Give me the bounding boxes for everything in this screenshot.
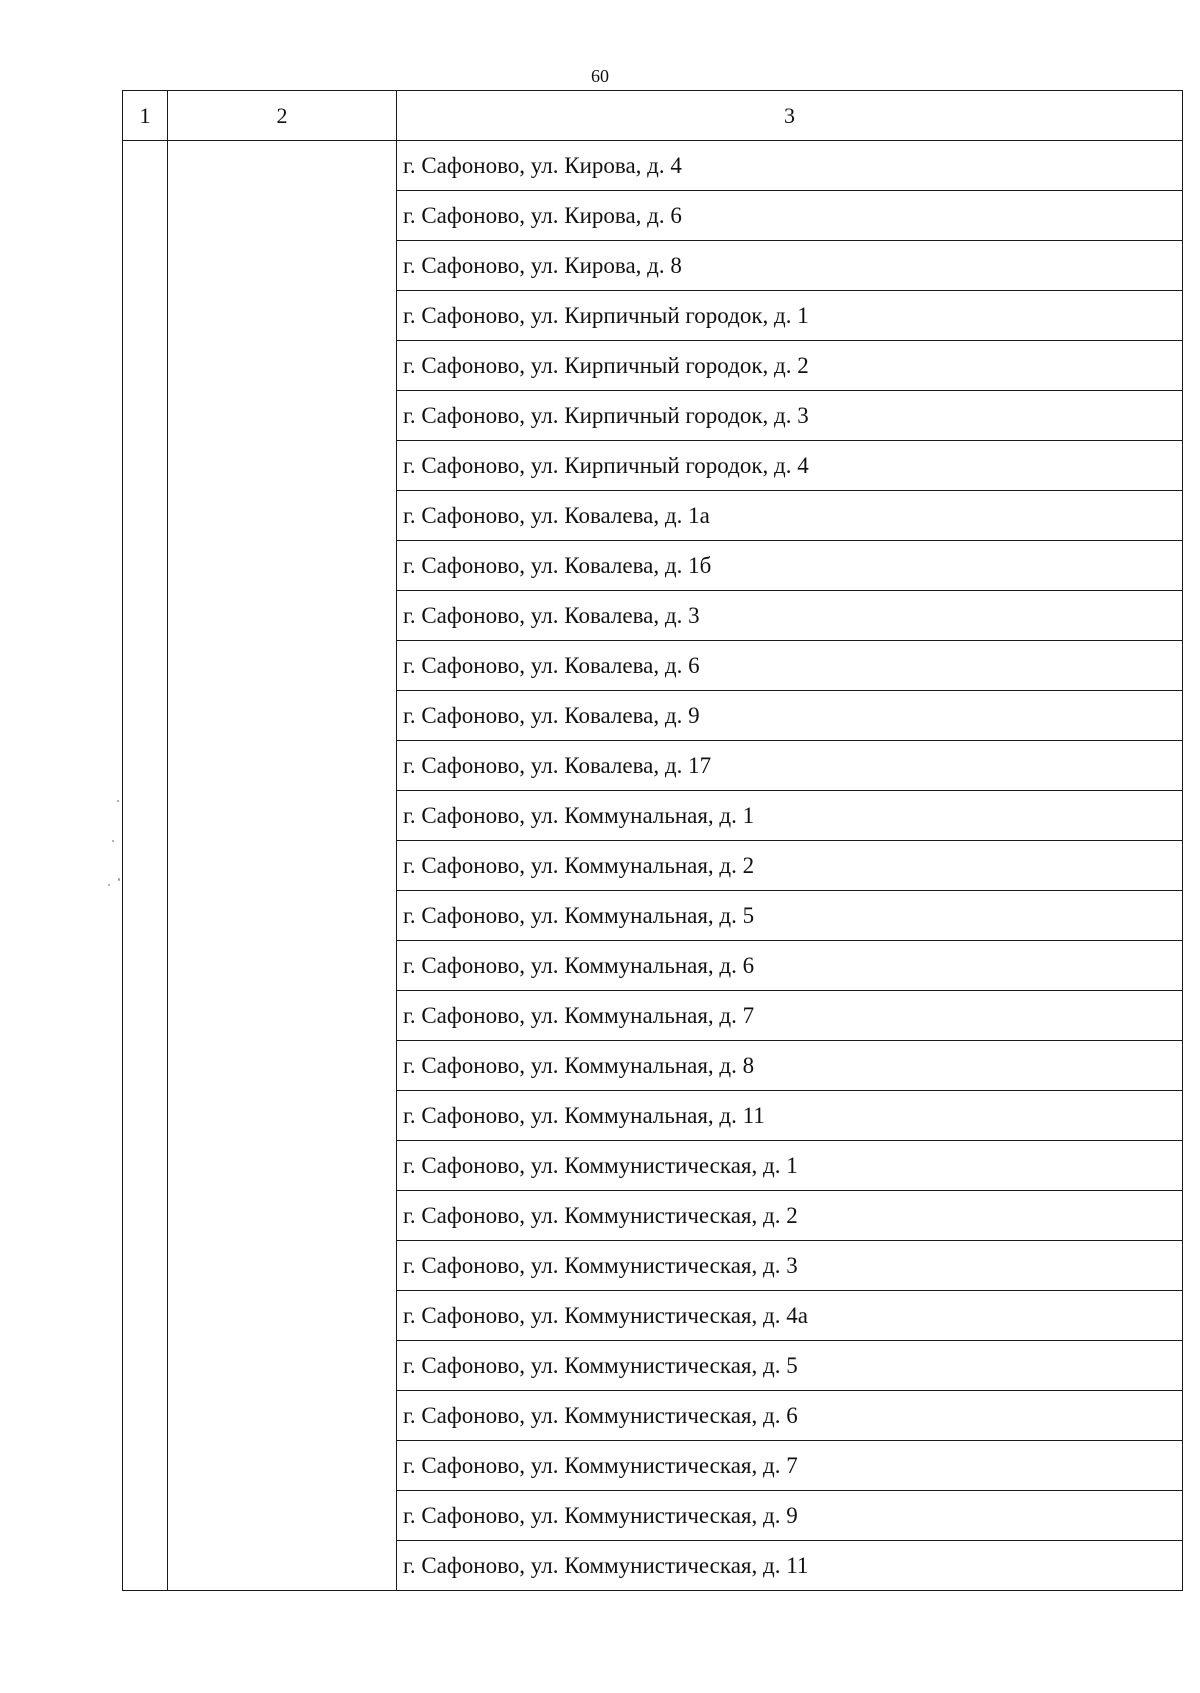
address-cell: г. Сафоново, ул. Коммунистическая, д. 1 bbox=[397, 1141, 1183, 1191]
table-header bbox=[123, 91, 1183, 141]
header-col-1: 1 bbox=[123, 91, 168, 141]
scan-artifact bbox=[112, 840, 114, 842]
address-cell: г. Сафоново, ул. Ковалева, д. 17 bbox=[397, 741, 1183, 791]
scan-artifact bbox=[117, 800, 119, 802]
address-cell: г. Сафоново, ул. Кирпичный городок, д. 2 bbox=[397, 341, 1183, 391]
address-table bbox=[122, 90, 1183, 1591]
address-cell: г. Сафоново, ул. Коммунальная, д. 11 bbox=[397, 1091, 1183, 1141]
address-cell: г. Сафоново, ул. Коммунистическая, д. 2 bbox=[397, 1191, 1183, 1241]
address-cell: г. Сафоново, ул. Ковалева, д. 1а bbox=[397, 491, 1183, 541]
address-cell: г. Сафоново, ул. Ковалева, д. 3 bbox=[397, 591, 1183, 641]
address-cell: г. Сафоново, ул. Коммунальная, д. 2 bbox=[397, 841, 1183, 891]
address-cell: г. Сафоново, ул. Коммунистическая, д. 6 bbox=[397, 1391, 1183, 1441]
scan-artifact bbox=[108, 884, 110, 886]
address-cell: г. Сафоново, ул. Кирова, д. 8 bbox=[397, 241, 1183, 291]
address-cell: г. Сафоново, ул. Ковалева, д. 1б bbox=[397, 541, 1183, 591]
page-number: 60 bbox=[591, 66, 609, 86]
header-col-3: 3 bbox=[397, 91, 1183, 141]
address-cell: г. Сафоново, ул. Ковалева, д. 9 bbox=[397, 691, 1183, 741]
address-cell: г. Сафоново, ул. Коммунальная, д. 8 bbox=[397, 1041, 1183, 1091]
scan-artifact bbox=[118, 878, 120, 881]
address-cell: г. Сафоново, ул. Кирова, д. 6 bbox=[397, 191, 1183, 241]
header-col-2: 2 bbox=[168, 91, 397, 141]
header-row bbox=[123, 91, 1183, 141]
address-cell: г. Сафоново, ул. Коммунальная, д. 1 bbox=[397, 791, 1183, 841]
address-cell: г. Сафоново, ул. Коммунистическая, д. 11 bbox=[397, 1541, 1183, 1591]
col-1-cell bbox=[123, 141, 168, 1591]
address-cell: г. Сафоново, ул. Коммунистическая, д. 5 bbox=[397, 1341, 1183, 1391]
address-cell: г. Сафоново, ул. Коммунистическая, д. 7 bbox=[397, 1441, 1183, 1491]
table-body bbox=[123, 141, 1183, 1591]
col-2-cell bbox=[168, 141, 397, 1591]
address-cell: г. Сафоново, ул. Коммунальная, д. 6 bbox=[397, 941, 1183, 991]
address-cell: г. Сафоново, ул. Коммунистическая, д. 4а bbox=[397, 1291, 1183, 1341]
address-cell: г. Сафоново, ул. Коммунальная, д. 7 bbox=[397, 991, 1183, 1041]
address-cell: г. Сафоново, ул. Кирпичный городок, д. 3 bbox=[397, 391, 1183, 441]
address-cell: г. Сафоново, ул. Ковалева, д. 6 bbox=[397, 641, 1183, 691]
table-row bbox=[123, 141, 1183, 191]
address-cell: г. Сафоново, ул. Кирпичный городок, д. 4 bbox=[397, 441, 1183, 491]
address-cell: г. Сафоново, ул. Кирпичный городок, д. 1 bbox=[397, 291, 1183, 341]
address-cell: г. Сафоново, ул. Коммунистическая, д. 9 bbox=[397, 1491, 1183, 1541]
address-cell: г. Сафоново, ул. Коммунальная, д. 5 bbox=[397, 891, 1183, 941]
address-cell: г. Сафоново, ул. Коммунистическая, д. 3 bbox=[397, 1241, 1183, 1291]
address-cell: г. Сафоново, ул. Кирова, д. 4 bbox=[397, 141, 1183, 191]
